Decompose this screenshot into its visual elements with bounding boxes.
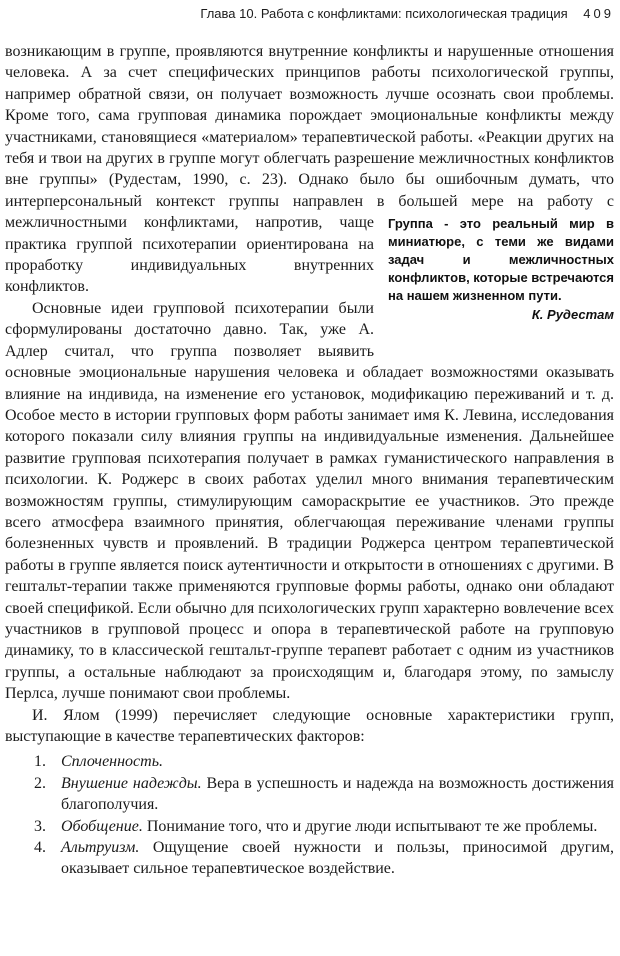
paragraph-text: возникающим в группе, проявляются внутренние конфликты и нарушенные отношения человека. А за счет специфических принципов работы психологической группы, например обратной связи, он получает возможность лучше осознать свои проблемы. Кроме того, сама групповая динамика порождает эмоциональные конфликты между участниками, становящиеся «материалом» терапевтической работы. «Реакции других на тебя и твои на других в группе могут облегчать разрешение межличностных конфликтов вне группы» (Рудестам, 1990, с. 23). Однако было бы ошибочным думать, что интерперсональный контекст группы направлен в большей мере на работу с межличностными конфликтами, напротив, чаще: [5, 43, 614, 232]
list-item-description: Ощущение своей нужности и пользы, приносимой другим, оказывает сильное терапевтическое воздействие.: [61, 839, 614, 878]
paragraph: Основные идеи групповой психотерапии были сформулированы достаточно давно. Так, уже А. Адлер считал, что группа позволяет выявить основные эмоциональные нарушения человека и обладает возможностями оказывать влияние на индивида, на изменение его установок, модификацию переживаний и т. д. Особое место в истории групповых форм работы занимает имя К. Левина, исследования которого показали силу влияния группы на индивидуальные изменения. Дальнейшее развитие групповая психотерапия получает в рамках гуманистического направления в психологии. К. Роджерс в своих работах уделил много внимания терапевтическим возможностям группы, стимулирующим самораскрытие ее участников. Это прежде всего атмосфера взаимного принятия, облегчающая переживание членами группы болезненных чувств и проявлений. В традиции Роджерса центром терапевтической работы в группе является поиск аутентичности и открытости в отношениях с другими. В гештальт-терапии также применяются групповые формы работы, однако они обладают своей спецификой. Если обычно для психологических групп характерно вовлечение всех участников в групповой процесс и опора в терапевтической работе на групповую динамику, то в классической гештальт-группе терапевт работает с одним из участников группы, а остальные наблюдают за происходящим и, благодаря этому, по замыслу Перлса, лучше понимают свои проблемы.: [5, 299, 614, 703]
list-item: [5, 816, 614, 837]
list-item: [5, 751, 614, 772]
paragraph: [5, 41, 614, 323]
paragraph: И. Ялом (1999) перечисляет следующие основные характеристики групп, выступающие в качестве терапевтических факторов:: [5, 706, 614, 745]
paragraph-text: практика группой психотерапии ориентирована на проработку индивидуальных внутренних конфликтов.: [5, 235, 374, 296]
list-item-number: 2.: [34, 774, 46, 792]
page-number: 409: [583, 6, 614, 21]
quote-attribution: К. Рудестам: [531, 307, 614, 323]
list-item-term: Сплоченность.: [61, 753, 163, 771]
list-item-text: [61, 816, 614, 837]
list-item-number: 1.: [34, 753, 46, 771]
list-item-description: Вера в успешность и надежда на возможность достижения благополучия.: [61, 774, 615, 814]
list-item: [5, 837, 614, 880]
list-item-text: [61, 773, 614, 816]
list-item-term: Альтруизм.: [61, 839, 140, 857]
margin-quote: [388, 215, 614, 324]
therapeutic-factors-list: [5, 751, 614, 879]
list-item-number: 4.: [34, 839, 46, 857]
list-item-term: Обобщение.: [61, 817, 143, 835]
list-item-text: [61, 837, 614, 880]
list-item-description: Понимание того, что и другие люди испытывают те же проблемы.: [146, 817, 598, 835]
main-text: [5, 41, 614, 880]
list-item-text: [61, 751, 614, 772]
chapter-title: Глава 10. Работа с конфликтами: психологическая традиция: [200, 6, 568, 21]
list-item-number: 3.: [34, 817, 46, 835]
list-item-term: Внушение надежды.: [61, 774, 202, 792]
list-item: [5, 773, 614, 816]
running-head: [5, 6, 614, 21]
quote-text: Группа - это реальный мир в миниатюре, с теми же видами задач и межличностных конфликтов, которые встречаются на нашем жизненном пути.: [388, 216, 614, 304]
